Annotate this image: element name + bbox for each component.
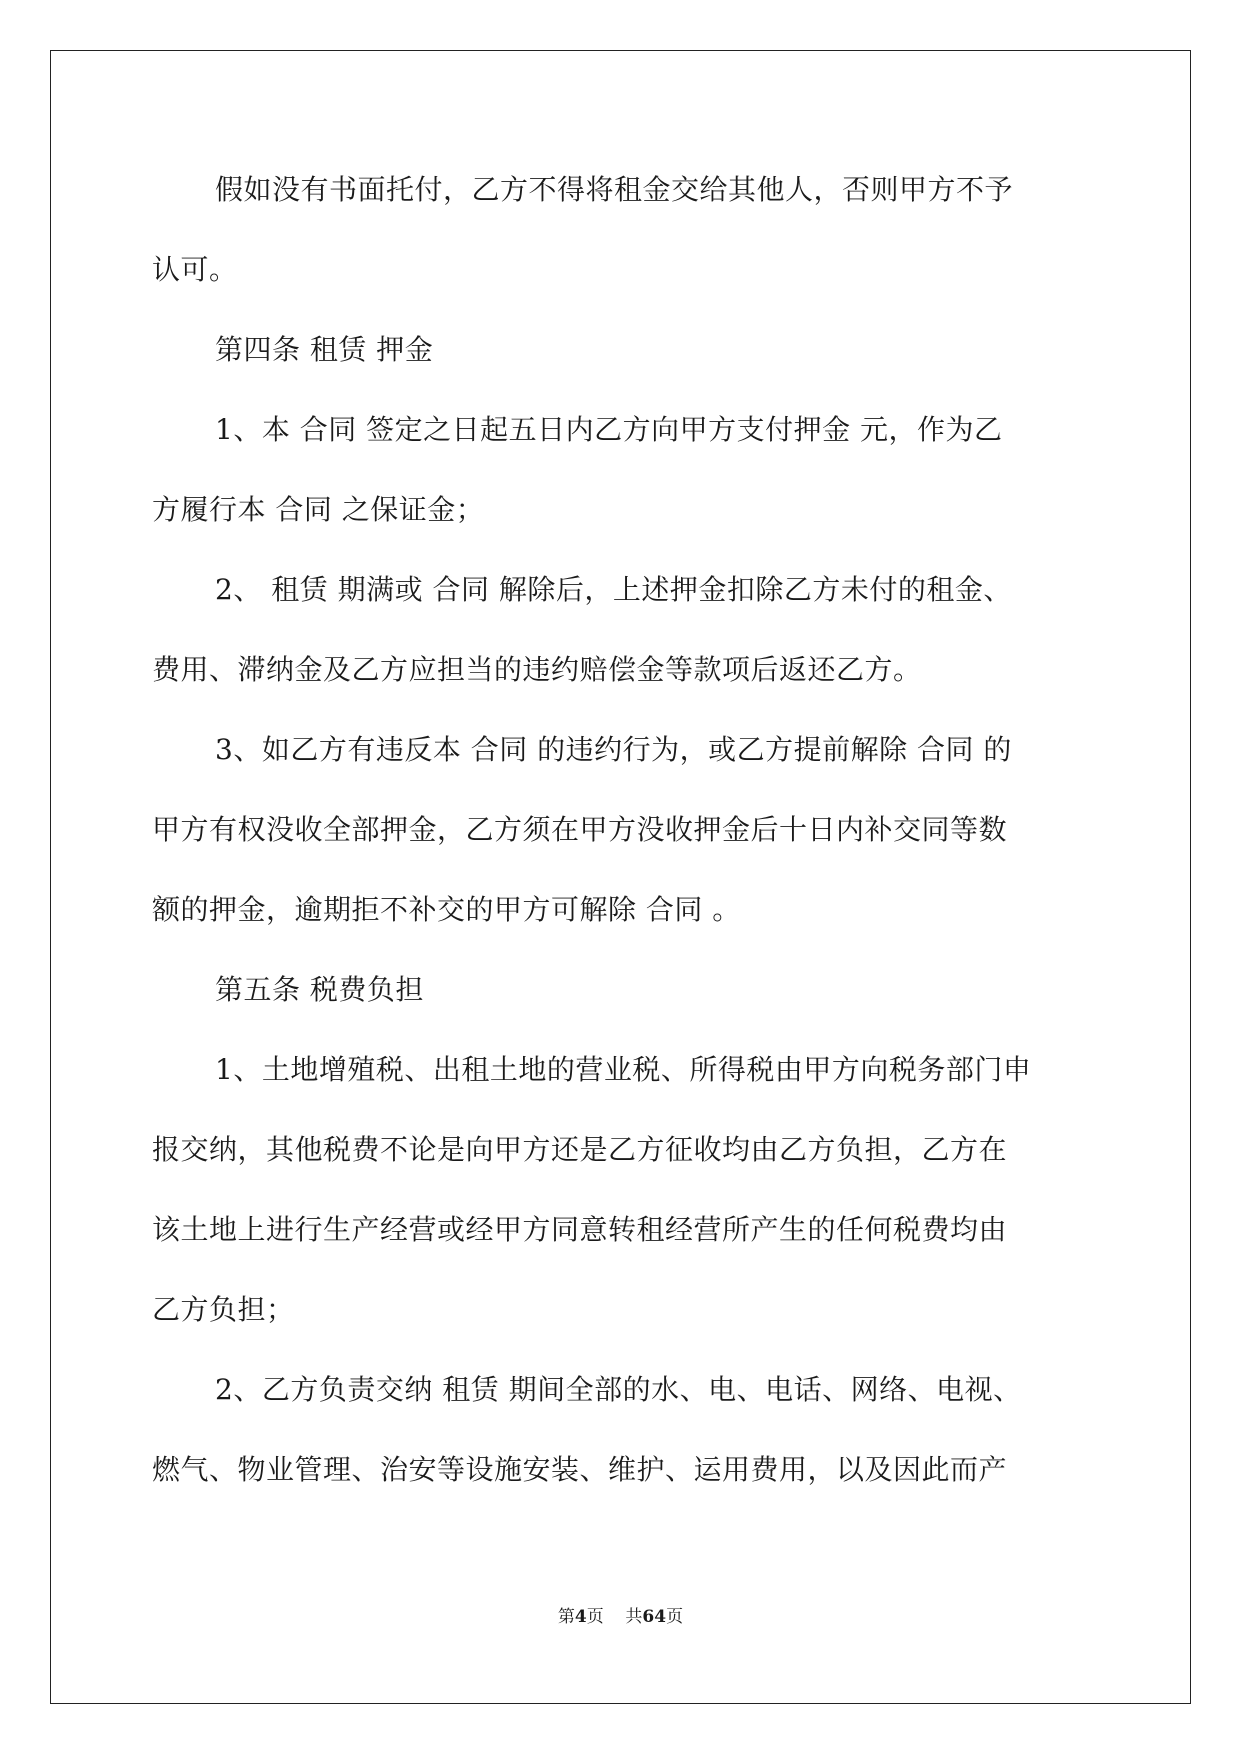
paragraph-line: 3、如乙方有违反本 合同 的违约行为，或乙方提前解除 合同 的 (215, 733, 1012, 766)
section-heading-article-4: 第四条 租赁 押金 (215, 333, 434, 366)
paragraph-line: 费用、滞纳金及乙方应担当的违约赔偿金等款项后返还乙方。 (152, 653, 922, 686)
paragraph-line: 认可。 (152, 253, 238, 286)
paragraph-line: 报交纳，其他税费不论是向甲方还是乙方征收均由乙方负担，乙方在 (152, 1133, 1008, 1166)
paragraph-line: 1、本 合同 签定之日起五日内乙方向甲方支付押金 元，作为乙 (215, 413, 1003, 446)
paragraph-line: 方履行本 合同 之保证金； (152, 493, 485, 526)
paragraph-line: 2、乙方负责交纳 租赁 期间全部的水、电、电话、网络、电视、 (215, 1373, 1022, 1406)
page-suffix: 页 (586, 1607, 604, 1627)
paragraph-line: 甲方有权没收全部押金，乙方须在甲方没收押金后十日内补交同等数 (152, 813, 1008, 846)
total-pages: 64 (642, 1607, 667, 1627)
page-prefix: 第 (557, 1607, 575, 1627)
paragraph-line: 该土地上进行生产经营或经甲方同意转租经营所产生的任何税费均由 (152, 1213, 1008, 1246)
paragraph-line: 2、 租赁 期满或 合同 解除后，上述押金扣除乙方未付的租金、 (215, 573, 1012, 606)
section-heading-article-5: 第五条 税费负担 (215, 973, 424, 1006)
total-prefix: 共 (625, 1607, 643, 1627)
paragraph-line: 1、土地增殖税、出租土地的营业税、所得税由甲方向税务部门申 (215, 1053, 1032, 1086)
paragraph-line: 假如没有书面托付，乙方不得将租金交给其他人，否则甲方不予 (215, 173, 1014, 206)
paragraph-line: 额的押金，逾期拒不补交的甲方可解除 合同 。 (152, 893, 741, 926)
paragraph-line: 乙方负担； (152, 1293, 295, 1326)
paragraph-line: 燃气、物业管理、治安等设施安装、维护、运用费用，以及因此而产 (152, 1453, 1008, 1486)
total-suffix: 页 (666, 1607, 684, 1627)
page-footer (0, 1602, 1241, 1627)
page-number: 4 (574, 1607, 587, 1627)
